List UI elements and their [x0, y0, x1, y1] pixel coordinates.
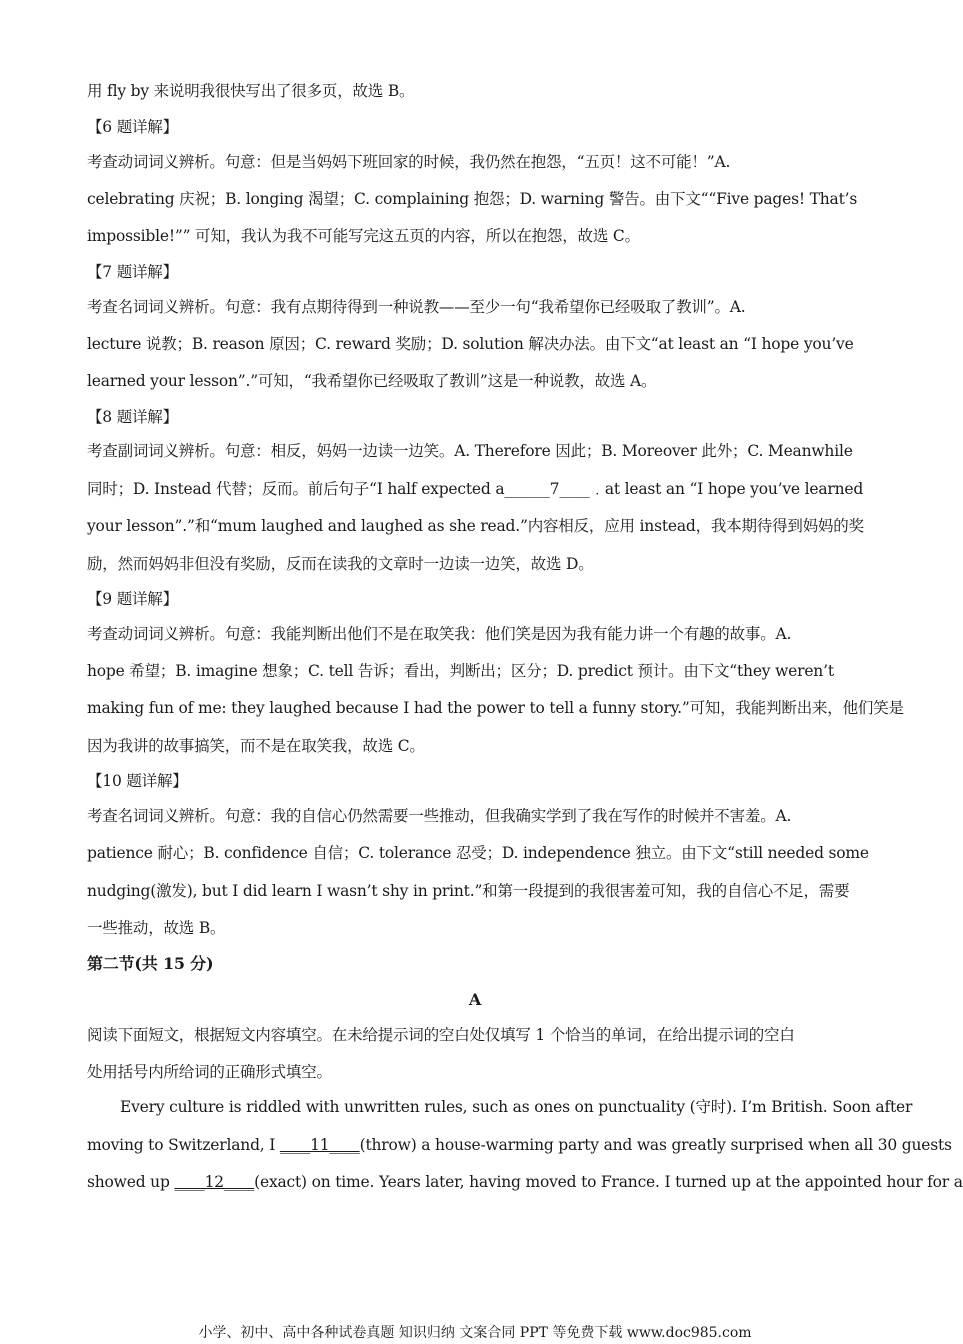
explanation-line: 考查动词词义辨析。句意：但是当妈妈下班回家的时候，我仍然在抱怨，“五页！这不可能！”A. — [87, 153, 731, 171]
passage-line — [87, 1135, 952, 1155]
explanation-line: 用 fly by 来说明我很快写出了很多页，故选 B。 — [87, 82, 415, 100]
passage-text: showed up — [87, 1173, 175, 1191]
question-8-heading: 【8 题详解】 — [87, 408, 178, 426]
question-10-heading: 【10 题详解】 — [87, 772, 188, 790]
explanation-line: 考查动词词义辨析。句意：我能判断出他们不是在取笑我：他们笑是因为我有能力讲一个有趣的故事。A. — [87, 625, 792, 643]
explanation-line: patience 耐心；B. confidence 自信；C. tolerance 忍受；D. independence 独立。由下文“still needed some — [87, 844, 869, 862]
question-7-heading: 【7 题详解】 — [87, 263, 178, 281]
explanation-line: nudging(激发), but I did learn I wasn’t shy in print.”和第一段提到的我很害羞可知，我的自信心不足，需要 — [87, 882, 850, 900]
question-6-heading: 【6 题详解】 — [87, 118, 178, 136]
explanation-line: 一些推动，故选 B。 — [87, 919, 226, 937]
passage-line: Every culture is riddled with unwritten rules, such as ones on punctuality (守时). I’m British. Soon after — [120, 1098, 913, 1116]
instruction-line: 阅读下面短文，根据短文内容填空。在未给提示词的空白处仅填写 1 个恰当的单词，在给出提示词的空白 — [87, 1026, 795, 1044]
explanation-line: celebrating 庆祝；B. longing 渴望；C. complaining 抱怨；D. warning 警告。由下文““Five pages! That’s — [87, 190, 858, 208]
instruction-line: 处用括号内所给词的正确形式填空。 — [87, 1063, 332, 1081]
passage-title: A — [468, 990, 482, 1009]
explanation-line: your lesson”.”和“mum laughed and laughed as she read.”内容相反，应用 instead，我本期待得到妈妈的奖 — [87, 517, 864, 535]
question-9-heading: 【9 题详解】 — [87, 590, 178, 608]
explanation-line: making fun of me: they laughed because I had the power to tell a funny story.”可知，我能判断出来，他们笑是 — [87, 699, 904, 717]
explanation-line: 同时；D. Instead 代替；反而。前后句子“I half expected a______7____﹒at least an “I hope you’ve learned — [87, 480, 864, 498]
section-heading: 第二节(共 15 分) — [87, 954, 214, 973]
explanation-line: 考查名词词义辨析。句意：我有点期待得到一种说教——至少一句“我希望你已经吸取了教训”。A. — [87, 298, 746, 316]
passage-text: (exact) on time. Years later, having moved to France. I turned up at the appointed hour for a — [254, 1173, 963, 1191]
explanation-line: hope 希望；B. imagine 想象；C. tell 告诉；看出，判断出；区分；D. predict 预计。由下文“they weren’t — [87, 662, 834, 680]
explanation-line: impossible!”” 可知，我认为我不可能写完这五页的内容，所以在抱怨，故选 C。 — [87, 227, 640, 245]
blank-12: ____12____ — [174, 1173, 255, 1191]
explanation-line: 因为我讲的故事搞笑，而不是在取笑我，故选 C。 — [87, 737, 425, 755]
blank-11: ____11____ — [279, 1136, 360, 1154]
explanation-line: 励，然而妈妈非但没有奖励，反而在读我的文章时一边读一边笑，故选 D。 — [87, 555, 594, 573]
explanation-line: 考查副词词义辨析。句意：相反，妈妈一边读一边笑。A. Therefore 因此；B. Moreover 此外；C. Meanwhile — [87, 442, 853, 460]
passage-text: (throw) a house-warming party and was greatly surprised when all 30 guests — [359, 1136, 952, 1154]
passage-line — [87, 1172, 963, 1192]
page-footer: 小学、初中、高中各种试卷真题 知识归纳 文案合同 PPT 等免费下载 www.doc985.com — [198, 1325, 752, 1341]
passage-text: moving to Switzerland, I — [87, 1136, 280, 1154]
explanation-line: 考查名词词义辨析。句意：我的自信心仍然需要一些推动，但我确实学到了我在写作的时候并不害羞。A. — [87, 807, 792, 825]
explanation-line: learned your lesson”.”可知，“我希望你已经吸取了教训”这是一种说教，故选 A。 — [87, 372, 657, 390]
explanation-line: lecture 说教；B. reason 原因；C. reward 奖励；D. solution 解决办法。由下文“at least an “I hope you’ve — [87, 335, 854, 353]
